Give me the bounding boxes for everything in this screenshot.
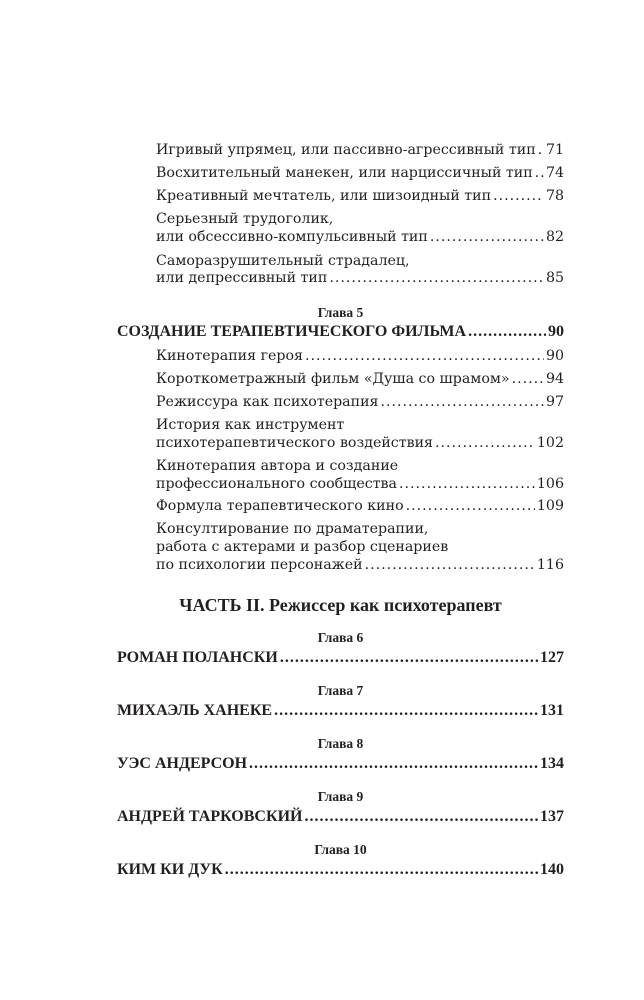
toc-entry[interactable] [156, 187, 564, 205]
dot-leader [493, 187, 544, 205]
toc-entry-label: Креативный мечтатель, или шизоидный тип [156, 188, 492, 204]
dot-leader [329, 269, 544, 287]
dot-leader [280, 649, 538, 667]
toc-entry-label-line1: Саморазрушительный страдалец, [156, 253, 410, 269]
chapter-heading: Глава 6 [317, 630, 364, 645]
toc-page-number: 71 [545, 142, 564, 158]
dot-leader [430, 228, 544, 246]
dot-leader [365, 556, 535, 574]
toc-chapter-entry[interactable] [117, 323, 564, 341]
toc-entry-label: Кинотерапия героя [156, 348, 303, 364]
toc-entry-label: Игривый упрямец, или пассивно-агрессивный тип [156, 142, 536, 158]
toc-page-number: 116 [536, 557, 564, 573]
dot-leader [399, 475, 535, 493]
dot-leader [381, 393, 544, 411]
dot-leader [435, 434, 535, 452]
chapter-heading: Глава 7 [317, 683, 364, 698]
dot-leader [512, 370, 544, 388]
toc-chapter-entry[interactable] [117, 808, 564, 826]
toc-chapter-entry[interactable] [117, 649, 564, 667]
part-title: ЧАСТЬ II. Режиссер как психотерапевт [179, 595, 502, 615]
toc-entry[interactable] [156, 141, 564, 159]
toc-entry-label: профессионального сообщества [156, 476, 398, 492]
toc-entry-label-line1: Консултирование по драматерапии, [156, 521, 429, 537]
toc-chapter-entry[interactable] [117, 755, 564, 773]
dot-leader [249, 755, 538, 773]
toc-entry[interactable] [156, 393, 564, 411]
toc-entry-label: или обсессивно-компульсивный тип [156, 229, 428, 245]
toc-entry-label-line1: Кинотерапия автора и создание [156, 458, 399, 474]
toc-page-number: 97 [545, 394, 564, 410]
toc-page-number: 82 [545, 229, 564, 245]
toc-entry-label-line2: работа с актерами и разбор сценариев [156, 539, 449, 555]
toc-entry-label: Восхитительный манекен, или нарциссичный тип [156, 165, 533, 181]
toc-entry-label-line1: Серьезный трудоголик, [156, 211, 334, 227]
toc-entry[interactable] [156, 434, 564, 452]
chapter-title: УЭС АНДЕРСОН [117, 755, 248, 772]
toc-entry-label: Короткометражный фильм «Душа со шрамом» [156, 371, 510, 387]
toc-entry[interactable] [156, 347, 564, 365]
toc-entry[interactable] [156, 228, 564, 246]
toc-page-number: 109 [536, 498, 564, 514]
chapter-heading: Глава 5 [317, 305, 364, 320]
toc-entry-label: Формула терапевтического кино [156, 498, 404, 514]
dot-leader [538, 141, 544, 159]
toc-chapter-entry[interactable] [117, 702, 564, 720]
dot-leader [535, 164, 544, 182]
toc-page-number: 78 [545, 188, 564, 204]
toc-page-number: 106 [536, 476, 564, 492]
toc-page-number: 90 [545, 348, 564, 364]
toc-entry[interactable] [156, 370, 564, 388]
toc-entry-label: психотерапевтического воздействия [156, 435, 433, 451]
chapter-heading: Глава 10 [314, 842, 367, 857]
toc-page-number: 102 [536, 435, 564, 451]
chapter-title: КИМ КИ ДУК [117, 861, 223, 878]
dot-leader [225, 861, 538, 879]
toc-entry[interactable] [156, 475, 564, 493]
toc-page-number: 134 [540, 755, 564, 772]
chapter-title: РОМАН ПОЛАНСКИ [117, 649, 278, 666]
chapter-heading: Глава 9 [317, 789, 364, 804]
chapter-title: АНДРЕЙ ТАРКОВСКИЙ [117, 808, 303, 825]
toc-entry[interactable] [156, 556, 564, 574]
toc-page-number: 74 [545, 165, 564, 181]
toc-page-number: 90 [548, 323, 564, 340]
chapter-heading: Глава 8 [317, 736, 364, 751]
toc-page-number: 131 [540, 702, 564, 719]
toc-entry-label: или депрессивный тип [156, 270, 328, 286]
toc-entry-label: по психологии персонажей [156, 557, 363, 573]
toc-entry-label: Режиссура как психотерапия [156, 394, 379, 410]
toc-page-number: 94 [545, 371, 564, 387]
toc-entry[interactable] [156, 497, 564, 515]
dot-leader [274, 702, 538, 720]
dot-leader [406, 497, 535, 515]
toc-page-number: 85 [545, 270, 564, 286]
toc-entry-label-line1: История как инструмент [156, 417, 345, 433]
toc-page-number: 140 [540, 861, 564, 878]
dot-leader [304, 808, 538, 826]
toc-entry[interactable] [156, 164, 564, 182]
toc-page-number: 137 [540, 808, 564, 825]
chapter-title: МИХАЭЛЬ ХАНЕКЕ [117, 702, 273, 719]
toc-page-number: 127 [540, 649, 564, 666]
chapter-title: СОЗДАНИЕ ТЕРАПЕВТИЧЕСКОГО ФИЛЬМА [117, 323, 467, 340]
dot-leader [305, 347, 544, 365]
dot-leader [468, 323, 546, 341]
toc-chapter-entry[interactable] [117, 861, 564, 879]
toc-entry[interactable] [156, 269, 564, 287]
